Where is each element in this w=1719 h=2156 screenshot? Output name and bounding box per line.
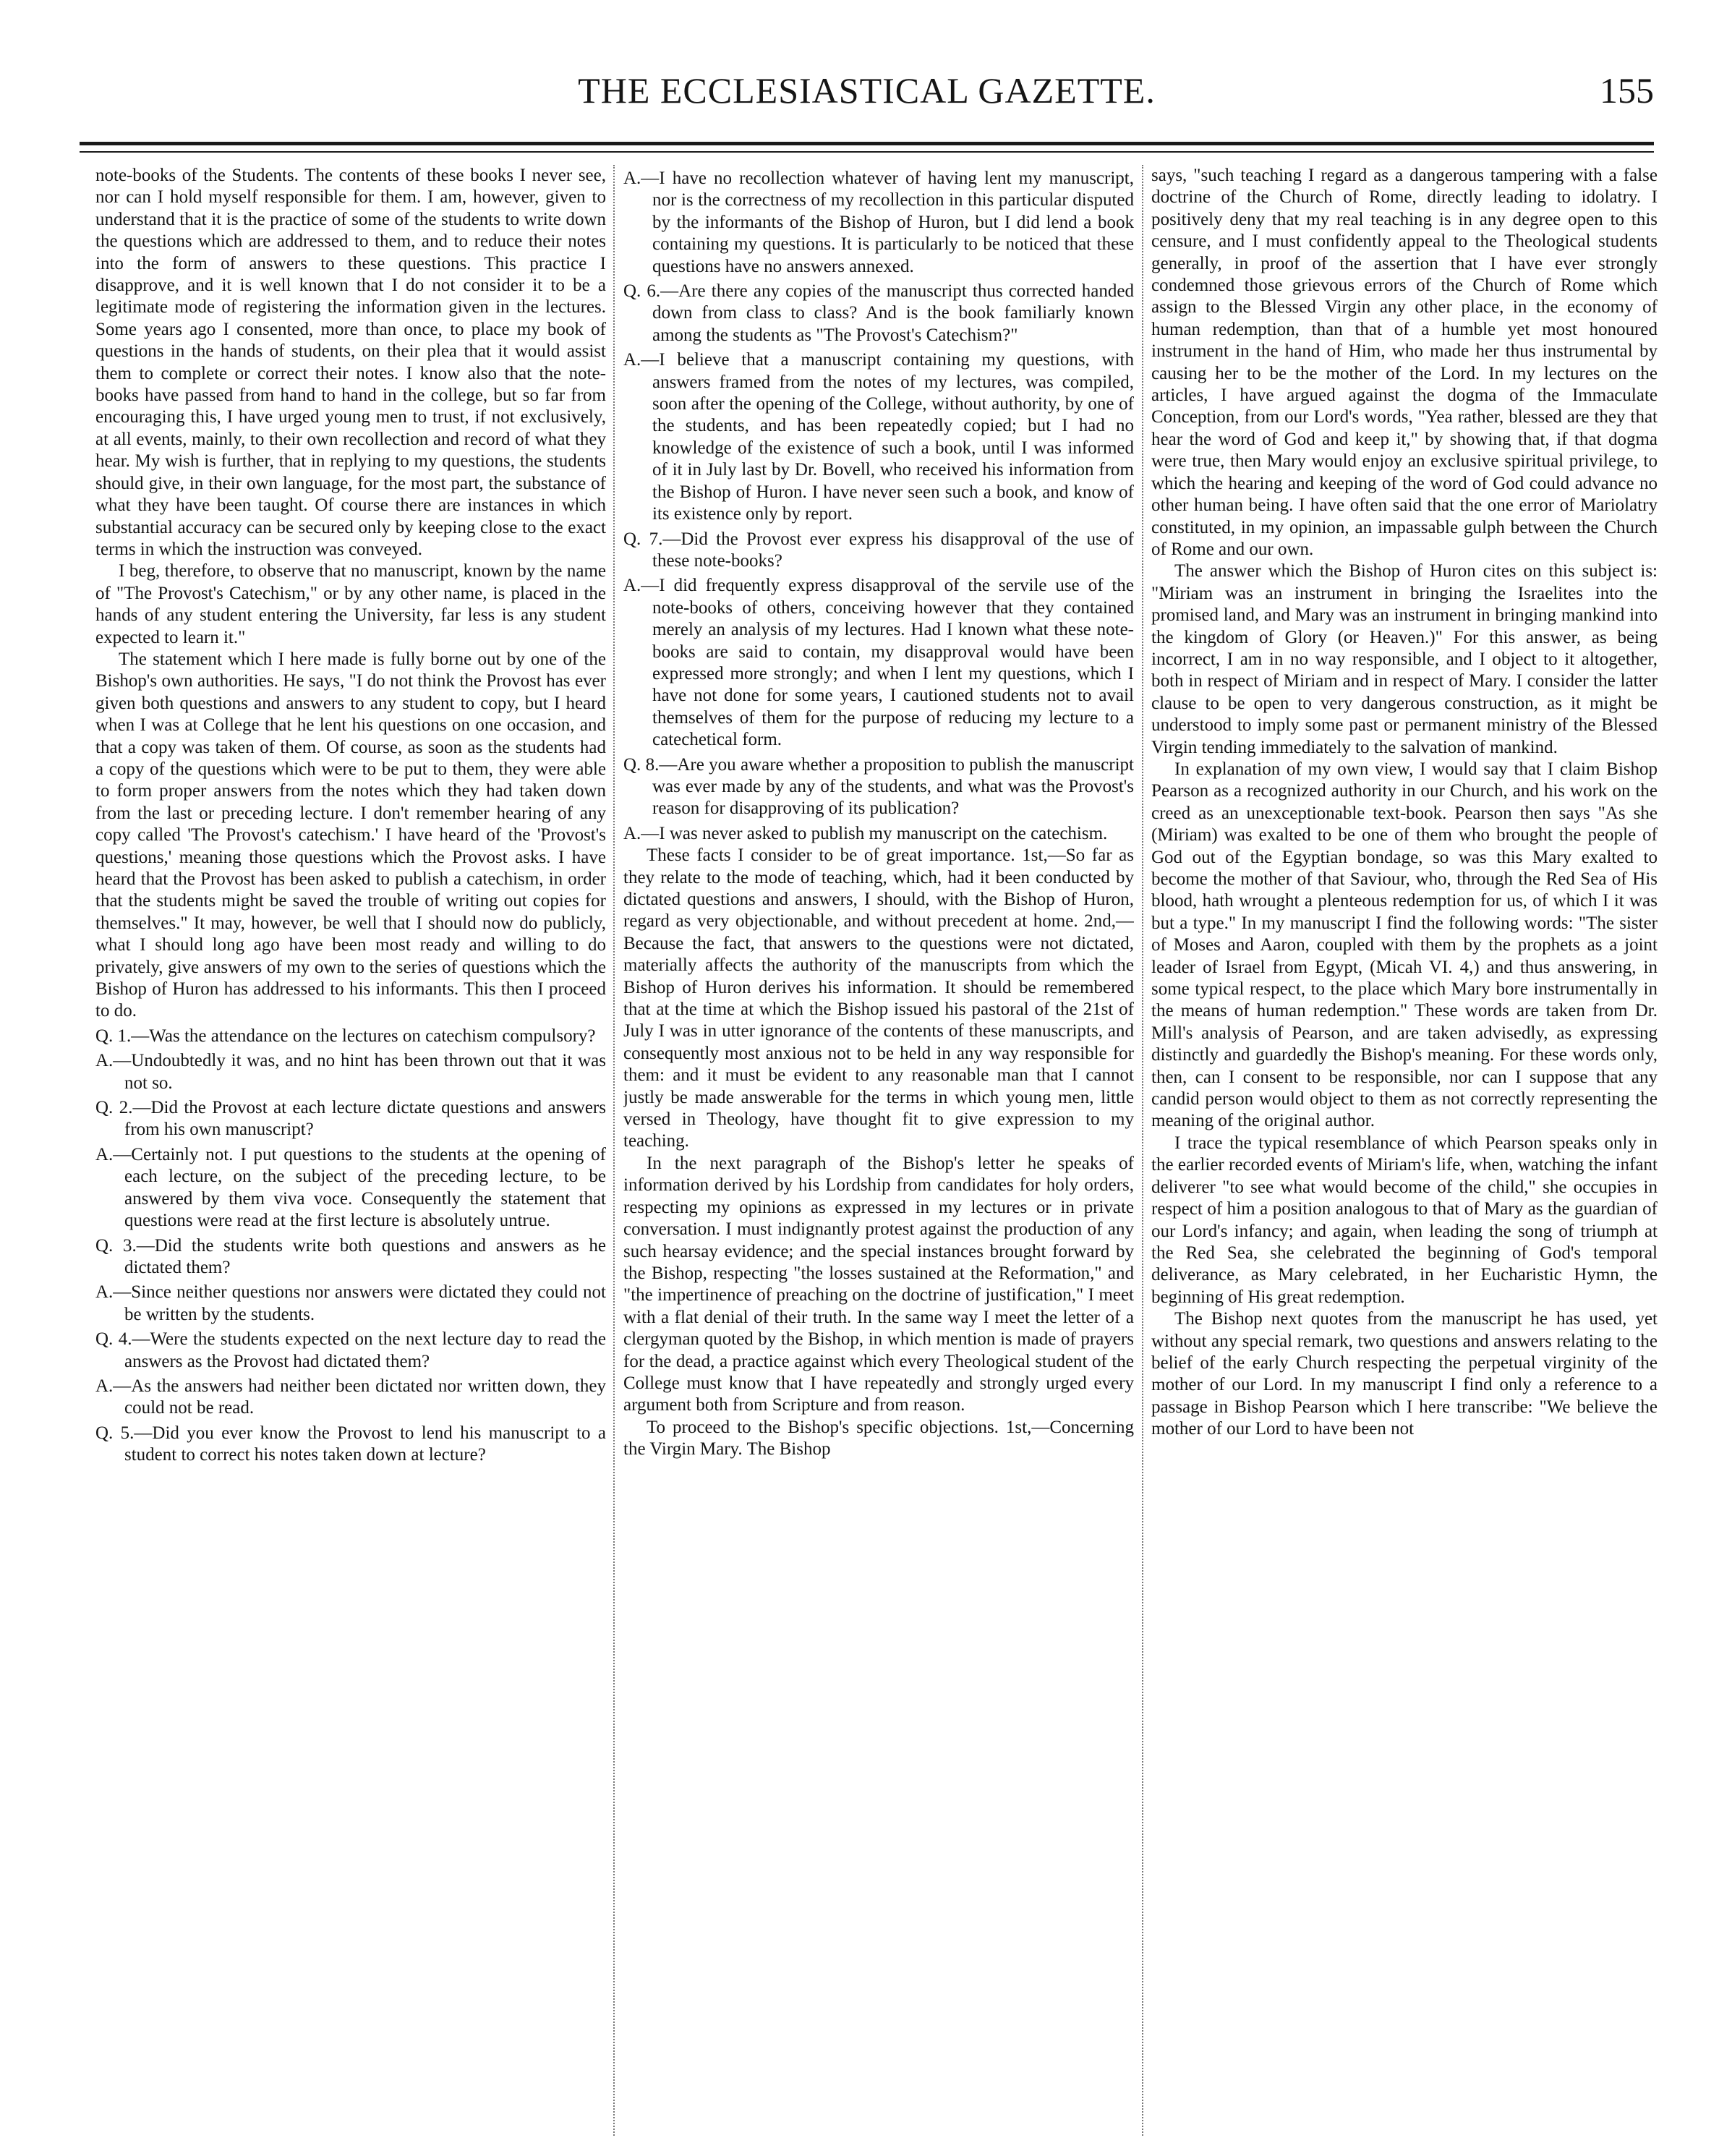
question: Q. 3.—Did the students write both questions and answers as he dictated them? (95, 1235, 606, 1277)
paragraph: The answer which the Bishop of Huron cites on this subject is: "Miriam was an instrument in bringing the Israelites into the promised land, and Mary was an instrument in bringing mankind into the kingdom of Glory (or Heaven.)" For this answer, as being incorrect, I am in no way responsible, and I object to it altogether, both in respect of Miriam and in respect of Mary. I consider the latter clause to be open to very dangerous construction, as it might be understood to imply some past or permanent ministry of the Blessed Virgin tending immediately to the salvation of mankind. (1151, 561, 1658, 757)
column-2 (623, 165, 1134, 2136)
paragraph: To proceed to the Bishop's specific objections. 1st,—Concerning the Virgin Mary. The Bishop (623, 1417, 1134, 1460)
paragraph: The statement which I here made is fully borne out by one of the Bishop's own authorities. He says, "I do not think the Provost has ever given both questions and answers to any student to copy, but I heard when I was at College that he lent his questions on one occasion, and that a copy was taken of them. Of course, as soon as the students had a copy of the questions which were to be put to them, they were able to form proper answers from the notes which they had taken down from the last or preceding lecture. I don't remember hearing of any copy called 'The Provost's catechism.' I have heard of the 'Provost's questions,' meaning those questions which the Provost asks. I have heard that the Provost has been asked to publish a catechism, in order that the students might be saved the trouble of writing out copies for themselves." It may, however, be well that I should now do publicly, what I should long ago have been most ready and willing to do privately, give answers of my own to the series of questions which the Bishop of Huron has addressed to his informants. This then I proceed to do. (95, 649, 606, 1021)
question: Q. 7.—Did the Provost ever express his disapproval of the use of these note-books? (623, 529, 1134, 571)
paragraph: I trace the typical resemblance of which Pearson speaks only in the earlier recorded events of Miriam's life, when, watching the infant deliverer "to see what would become of the child," she occupies in respect of him a position analogous to that of Mary as the guardian of our Lord's infancy; and again, when leading the song of triumph at the Red Sea, she celebrated the beginning of God's temporal deliverance, as Mary celebrated, in her Eucharistic Hymn, the beginning of His great redemption. (1151, 1133, 1658, 1307)
paragraph: says, "such teaching I regard as a dangerous tampering with a false doctrine of the Church of Rome, directly leading to idolatry. I positively deny that my real teaching is in any degree open to this censure, and I must confidently appeal to the Theological students generally, in proof of the assertion that I have ever strongly condemned those grievous errors of the Church of Rome which assign to the Blessed Virgin any other place, in the economy of human redemption, than that of a humble yet most honoured instrument in the hand of Him, who made her thus instrumental by causing her to be the mother of the Lord. In my lectures on the articles, I have argued against the dogma of the Immaculate Conception, from our Lord's words, "Yea rather, blessed are they that hear the word of God and keep it," by showing that, if that dogma were true, then Mary would enjoy an exclusive spiritual privilege, to which the hearing and keeping of the word of God could advance no other human being. I have often said that the one error of Mariolatry constituted, in my opinion, an impassable gulph between the Church of Rome and our own. (1151, 166, 1658, 559)
header-rule-thick (80, 142, 1654, 145)
paragraph: In the next paragraph of the Bishop's letter he speaks of information derived by his Lordship from candidates for holy orders, respecting my opinions as expressed in my lectures or in private conversation. I must indignantly protest against the production of any such hearsay evidence; and the special instances brought forward by the Bishop, respecting "the losses sustained at the Reformation," and "the impertinence of preaching on the doctrine of justification," I meet with a flat denial of their truth. In the same way I meet the letter of a clergyman quoted by the Bishop, in which mention is made of prayers for the dead, a practice against which every Theological student of the College must know that I have repeatedly and strongly urged every argument both from Scripture and from reason. (623, 1153, 1134, 1415)
running-title: THE ECCLESIASTICAL GAZETTE. (578, 70, 1156, 111)
answer: A.—As the answers had neither been dictated nor written down, they could not be read. (95, 1376, 606, 1418)
question: Q. 2.—Did the Provost at each lecture dictate questions and answers from his own manuscript? (95, 1098, 606, 1140)
paragraph: I beg, therefore, to observe that no manuscript, known by the name of "The Provost's Catechism," or by any other name, is placed in the hands of any student entering the University, far less is any student expected to learn it." (95, 561, 606, 647)
answer: A.—Undoubtedly it was, and no hint has been thrown out that it was not so. (95, 1051, 606, 1093)
answer: A.—I have no recollection whatever of having lent my manuscript, nor is the correctness of my recollection in this particular disputed by the informants of the Bishop of Huron, but I did lend a book containing my questions. It is particularly to be noticed that these questions have no answers annexed. (623, 169, 1134, 276)
question: Q. 4.—Were the students expected on the next lecture day to read the answers as the Provost had dictated them? (95, 1329, 606, 1371)
page-number: 155 (1600, 70, 1654, 111)
question: Q. 8.—Are you aware whether a proposition to publish the manuscript was ever made by any of the students, and what was the Provost's reason for disapproving of its publication? (623, 754, 1134, 819)
paragraph: In explanation of my own view, I would say that I claim Bishop Pearson as a recognized authority in our Church, and his work on the creed as an unexceptionable text-book. Pearson then says "As she (Miriam) was exalted to be one of them who brought the people of God out of the Egyptian bondage, so was this Mary exalted to become the mother of that Saviour, who, through the Red Sea of His blood, hath wrought a plenteous redemption for us, of which I it was but a type." In my manuscript I find the following words: "The sister of Moses and Aaron, coupled with them by the prophets as a joint leader of Israel from Egypt, (Micah VI. 4,) and thus answering, in some typical respect, to the place which Mary bore instrumentally in the means of human redemption." These words are taken from Dr. Mill's analysis of Pearson, and are taken advisedly, as expressing distinctly and guardedly the Bishop's meaning. For these words only, then, can I consent to be responsible, nor can I suppose that any candid person would object to them as not correctly representing the meaning of the original author. (1151, 759, 1658, 1131)
paragraph: These facts I consider to be of great importance. 1st,—So far as they relate to the mode of teaching, which, had it been conducted by dictated questions and answers, I should, with the Bishop of Huron, regard as very objectionable, and without precedent at home. 2nd,—Because the fact, that answers to the questions were not dictated, materially affects the authority of the manuscripts from which the Bishop of Huron derives his information. It should be remembered that at the time at which the Bishop issued his pastoral of the 21st of July I was in utter ignorance of the contents of these manuscripts, and consequently most anxious not to be held in any way responsible for them: and it must be evident to any reasonable man that I cannot justly be made answerable for the terms in which young men, little versed in Theology, have thought fit to give expression to my teaching. (623, 845, 1134, 1151)
page-header (80, 69, 1654, 127)
answer: A.—I did frequently express disapproval of the servile use of the note-books of others, conceiving however that they contained merely an analysis of my lectures. Had I known what these note-books are said to contain, my disapproval would have been expressed more strongly; and when I lent my questions, which I have not done for some years, I cautioned students not to avail themselves of them for the purpose of reducing my lecture to a catechetical form. (623, 576, 1134, 750)
column-1 (95, 165, 606, 2136)
header-rule-thin (80, 151, 1654, 153)
question: Q. 5.—Did you ever know the Provost to lend his manuscript to a student to correct his notes taken down at lecture? (95, 1423, 606, 1465)
column-divider (613, 165, 615, 2136)
question: Q. 1.—Was the attendance on the lectures on catechism compulsory? (95, 1026, 596, 1046)
answer: A.—Since neither questions nor answers were dictated they could not be written by the students. (95, 1282, 606, 1324)
question: Q. 6.—Are there any copies of the manuscript thus corrected handed down from class to class? And is the book familiarly known among the students as "The Provost's Catechism?" (623, 281, 1134, 345)
answer: A.—I was never asked to publish my manuscript on the catechism. (623, 823, 1108, 843)
answer: A.—I believe that a manuscript containing my questions, with answers framed from the notes of my lectures, was compiled, soon after the opening of the College, without authority, by one of the students, and has been repeatedly copied; but I had no knowledge of the existence of such a book, until I was informed of it in July last by Dr. Bovell, who received his information from the Bishop of Huron. I have never seen such a book, and know of its existence only by report. (623, 350, 1134, 524)
column-3 (1151, 165, 1658, 2136)
paragraph: The Bishop next quotes from the manuscript he has used, yet without any special remark, two questions and answers relating to the belief of the early Church respecting the perpetual virginity of the mother of our Lord. In my manuscript I find only a reference to a passage in Bishop Pearson which I here transcribe: "We believe the mother of our Lord to have been not (1151, 1309, 1658, 1439)
column-divider (1142, 165, 1144, 2136)
answer: A.—Certainly not. I put questions to the students at the opening of each lecture, on the subject of the preceding lecture, to be answered by them viva voce. Consequently the statement that questions were read at the first lecture is absolutely untrue. (95, 1144, 606, 1231)
paragraph: note-books of the Students. The contents of these books I never see, nor can I hold myself responsible for them. I am, however, given to understand that it is the practice of some of the students to write down the questions which are addressed to them, and to reduce their notes into the form of answers to these questions. This practice I disapprove, and it is well known that I do not consider it to be a legitimate mode of registering the information given in the lectures. Some years ago I consented, more than once, to place my book of questions in the hands of students, on their plea that it would assist them to complete or correct their notes. I know also that the note-books have passed from hand to hand in the college, but so far from encouraging this, I have urged young men to trust, if not exclusively, at all events, mainly, to their own recollection and record of what they hear. My wish is further, that in replying to my questions, the students should give, in their own language, for the most part, the substance of what they have been taught. Of course there are instances in which substantial accuracy can be secured only by keeping close to the exact terms in which the instruction was conveyed. (95, 166, 606, 559)
